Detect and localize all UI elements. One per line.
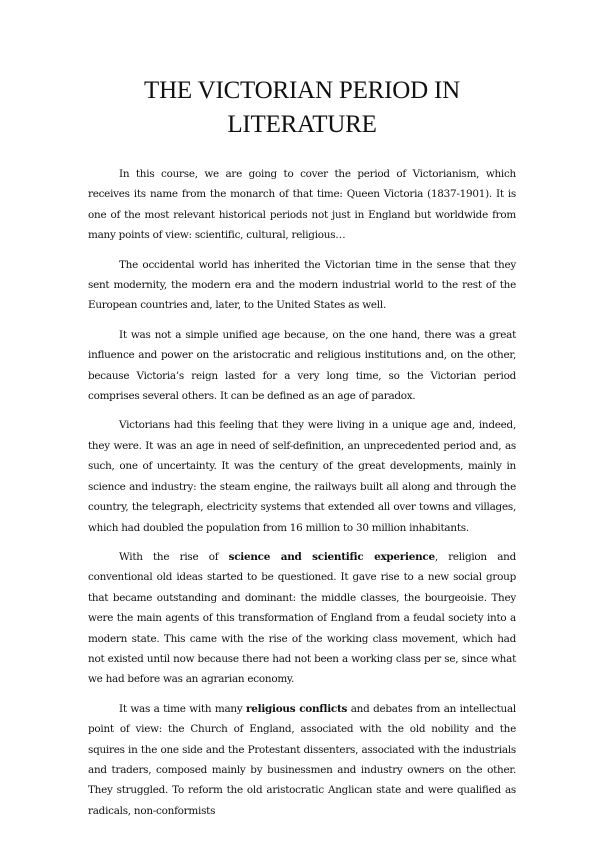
paragraph-science-bold: science and scientific experience xyxy=(228,550,435,563)
paragraph-intro: In this course, we are going to cover the period of Victorianism, which receives its name from the monarch of that time: Queen Victoria (1837-1901). It is one of the most relevant historical periods not just in England but worldwide from many points of view: scientific, cultural, religious… xyxy=(88,168,516,242)
paragraph-science-after: , religion and conventional old ideas started to be questioned. It gave rise to a new social group that became outstanding and dominant: the middle classes, the bourgeoisie. They were the main agents of this transformation of England from a feudal society into a modern state. This came with the rise of the working class movement, which had not existed until now because there had not been a working class per se, since what we had before was an agrarian economy. xyxy=(88,550,516,686)
document-title xyxy=(88,74,516,142)
paragraph-science xyxy=(88,547,516,690)
paragraph-occidental-world: The occidental world has inherited the Victorian time in the sense that they sent modernity, the modern era and the modern industrial world to the rest of the European countries and, later, to the United States as well. xyxy=(88,258,516,312)
title-line-2: LITERATURE xyxy=(227,111,377,138)
paragraph-unique-age: Victorians had this feeling that they were living in a unique age and, indeed, they were. It was an age in need of self-definition, an unprecedented period and, as such, one of uncertainty. It was the century of the great developments, mainly in science and industry: the steam engine, the railways built all along and through the country, the telegraph, electricity systems that extended all over towns and villages, which had doubled the population from 16 million to 30 million inhabitants. xyxy=(88,419,516,534)
title-line-1: THE VICTORIAN PERIOD IN xyxy=(144,77,460,104)
paragraph-religious-before: It was a time with many xyxy=(119,702,247,715)
paragraph-science-before: With the rise of xyxy=(119,550,229,563)
paragraph-age-of-paradox: It was not a simple unified age because, on the one hand, there was a great influence and power on the aristocratic and religious institutions and, on the other, because Victoria’s reign lasted for a very long time, so the Victorian period comprises several others. It can be defined as an age of paradox. xyxy=(88,328,516,403)
paragraph-religious-bold: religious conflicts xyxy=(246,702,348,715)
paragraph-religious-after: and debates from an intellectual point of view: the Church of England, associated with the old nobility and the squires in the one side and the Protestant dissenters, associated with the industrials and traders, composed mainly by businessmen and industry owners on the other. They struggled. To reform the old aristocratic Anglican state and were qualified as radicals, non-conformists xyxy=(88,702,516,817)
document-page xyxy=(88,74,516,830)
paragraph-religious xyxy=(88,699,516,821)
